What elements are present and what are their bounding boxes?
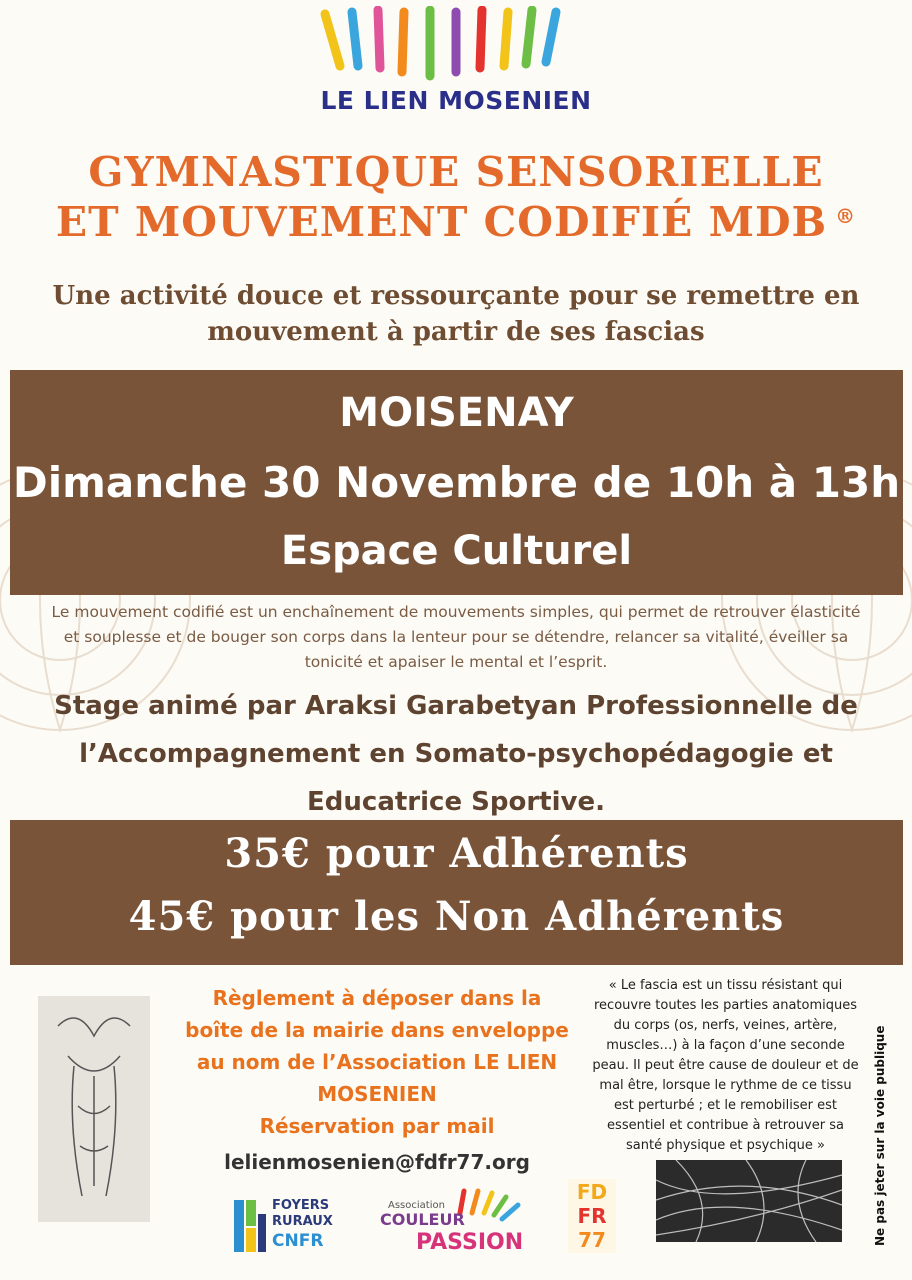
price-members: 35€ pour Adhérents <box>224 830 689 877</box>
main-title-line2-text: ET MOUVEMENT CODIFIÉ MDB <box>55 198 828 246</box>
payment-line3: au nom de l’Association LE LIEN <box>196 1050 558 1074</box>
vertical-disclaimer: Ne pas jeter sur la voie publique <box>873 1025 887 1246</box>
quote-line4: muscles…) à la façon d’une seconde <box>606 1038 845 1053</box>
stage-line1: Stage animé par Araksi Garabetyan Professionnelle de <box>54 691 858 721</box>
fdfr-line3: 77 <box>578 1228 606 1252</box>
subtitle <box>0 278 912 350</box>
main-title-line1: GYMNASTIQUE SENSORIELLE <box>88 148 824 196</box>
price-non-members: 45€ pour les Non Adhérents <box>128 893 785 940</box>
couleur-text: COULEUR <box>380 1210 465 1229</box>
fascia-quote <box>588 976 863 1156</box>
fascia-tissue-image <box>656 1160 842 1242</box>
cnfr-text: CNFR <box>272 1231 324 1251</box>
description-line3: tonicité et apaiser le mental et l’esprit. <box>304 653 608 671</box>
subtitle-line2: mouvement à partir de ses fascias <box>207 317 705 347</box>
registered-mark: ® <box>835 204 857 228</box>
quote-line7: est perturbé ; et le remobiliser est <box>613 1098 838 1113</box>
reservation-label: Réservation par mail <box>259 1114 495 1138</box>
quote-line5: peau. Il peut être cause de douleur et de <box>592 1058 859 1073</box>
ruraux-text: RURAUX <box>272 1214 333 1229</box>
logo-text: LE LIEN MOSENIEN <box>320 86 592 115</box>
description-line1: Le mouvement codifié est un enchaînement de mouvements simples, qui permet de retrouver élasticité <box>51 603 861 621</box>
main-title-line2 <box>0 198 912 246</box>
stage-line3: Educatrice Sportive. <box>307 787 605 817</box>
payment-line2: boîte de la mairie dans enveloppe <box>185 1018 569 1042</box>
fdfr-line1: FD <box>576 1180 608 1204</box>
couleur-association-text: Association <box>388 1200 445 1211</box>
quote-line2: recouvre toutes les parties anatomiques <box>593 998 858 1013</box>
payment-line1: Règlement à déposer dans la <box>212 986 542 1010</box>
contact-email: lelienmosenien@fdfr77.org <box>224 1150 530 1174</box>
event-place: MOISENAY <box>339 390 574 436</box>
event-venue: Espace Culturel <box>280 528 633 574</box>
anatomy-sketch-image <box>38 996 150 1222</box>
quote-line1: « Le fascia est un tissu résistant qui <box>608 978 843 993</box>
quote-line3: du corps (os, nerfs, veines, artère, <box>613 1018 838 1033</box>
subtitle-line1: Une activité douce et ressourçante pour se remettre en <box>52 281 860 311</box>
description <box>0 600 912 675</box>
stage-info <box>0 682 912 826</box>
quote-line8: essentiel et contribue à retrouver sa <box>607 1118 844 1133</box>
foyers-text: FOYERS <box>272 1198 330 1213</box>
quote-line6: mal être, lorsque le rythme de ce tissu <box>599 1078 852 1093</box>
description-line2: et souplesse et de bouger son corps dans la lenteur pour se détendre, relancer sa vitalité, éveiller sa <box>63 628 849 646</box>
event-date: Dimanche 30 Novembre de 10h à 13h <box>12 458 901 507</box>
quote-line9: santé physique et psychique » <box>626 1138 825 1153</box>
fdfr-line2: FR <box>577 1204 607 1228</box>
payment-line4: MOSENIEN <box>317 1082 437 1106</box>
fdfr77-logo <box>566 1177 618 1255</box>
payment-info <box>172 982 582 1142</box>
stage-line2: l’Accompagnement en Somato-psychopédagogie et <box>79 739 833 769</box>
passion-text: PASSION <box>416 1230 524 1255</box>
